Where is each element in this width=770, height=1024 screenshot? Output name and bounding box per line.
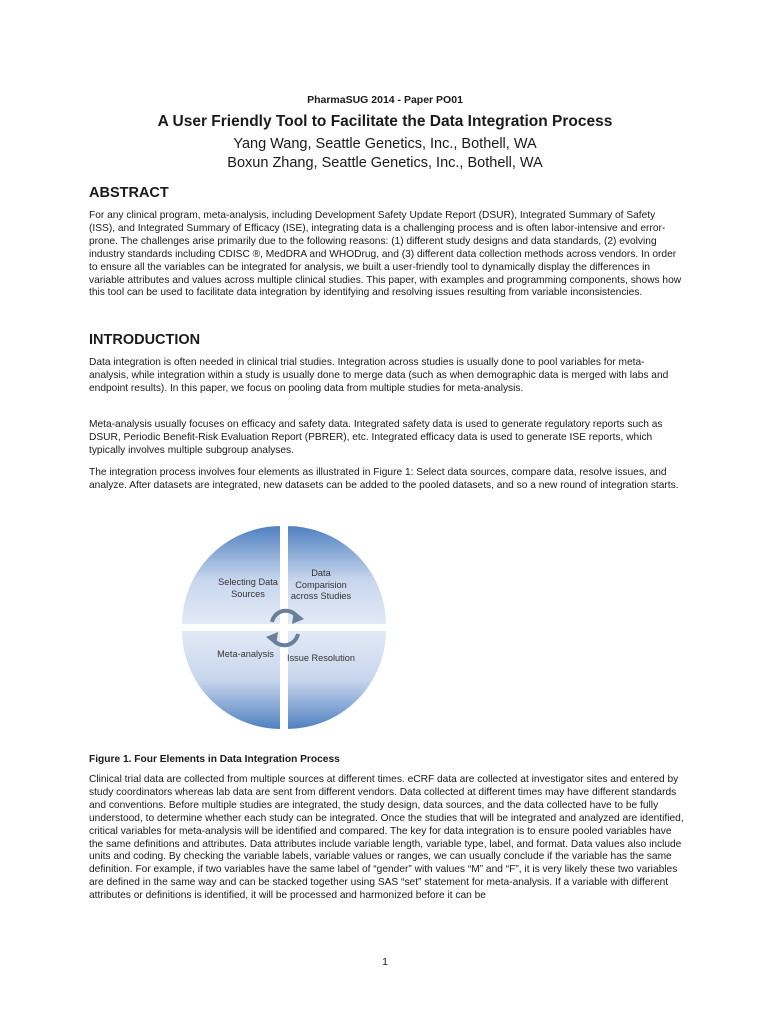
label-selecting-data-sources: Selecting Data Sources [218, 577, 278, 599]
intro-paragraph: Data integration is often needed in clinical trial studies. Integration across studies is usually done to pool variables for meta-analysis, while integration within a study is usually done to merge data (such as when demographic data is merged with labs and endpoint results). In this paper, we focus on pooling data from multiple studies for meta-analysis. [89, 357, 669, 394]
abstract-heading: ABSTRACT [89, 185, 169, 201]
quadrant-selecting [181, 525, 281, 625]
cycle-diagram [178, 522, 390, 732]
introduction-heading: INTRODUCTION [89, 332, 201, 348]
integration-cycle-figure [178, 522, 390, 732]
intro-paragraph: Meta-analysis usually focuses on efficacy and safety data. Integrated safety data is used to generate regulatory reports such as DSUR, Periodic Benefit-Risk Evaluation Report (PBRER), etc. Integrated efficacy data is used to generate ISE reports, which typically involves multiple subgroup analyses. [89, 419, 663, 456]
paper-title: A User Friendly Tool to Facilitate the Data Integration Process [157, 113, 613, 130]
quadrant-issue-resolution [287, 630, 387, 730]
author-line: Boxun Zhang, Seattle Genetics, Inc., Bothell, WA [227, 155, 543, 171]
label-meta-analysis: Meta-analysis [217, 649, 274, 659]
quadrant-meta-analysis [181, 630, 281, 730]
intro-paragraph: The integration process involves four elements as illustrated in Figure 1: Select data sources, compare data, resolve issues, and analyze. After datasets are integrated, new datasets can be added to the pooled datasets, and so a new round of integration starts. [89, 467, 679, 491]
body-paragraph: Clinical trial data are collected from multiple sources at different times. eCRF data are collected at investigator sites and entered by study coordinators whereas lab data are sent from different vendors. Data collected at different times may have different standards and conventions. Before multiple studies are integrated, the study design, data sources, and the data collected have to be fully understood, to determine whether each study can be integrated. Once the studies that will be integrated and analyzed are identified, critical variables for meta-analysis will be identified and compared. The key for data integration is to ensure pooled variables have the same definitions and attributes. Data attributes include variable length, variable type, label, and format. Data values also include units and coding. By checking the variable labels, variable values or ranges, we can usually conclude if the variable has the same definition. For example, if two variables have the same label of “gender” with values “M” and “F”, it is very likely these two variables are defined in the same way and can be stacked together using SAS “set” statement for meta-analysis. If a variable with different attributes or definitions is identified, it will be processed and harmonized before it can be [89, 774, 684, 902]
paper-header: PharmaSUG 2014 - Paper PO01 [307, 94, 463, 106]
page-number: 1 [382, 956, 388, 968]
author-line: Yang Wang, Seattle Genetics, Inc., Bothell, WA [233, 136, 537, 152]
label-data-comparison: Data Comparision across Studies [290, 568, 352, 601]
figure-caption: Figure 1. Four Elements in Data Integration Process [89, 754, 340, 765]
abstract-text: For any clinical program, meta-analysis, including Development Safety Update Report (DSUR), Integrated Summary of Safety (ISS), and Integrated Summary of Efficacy (ISE), integrating data is a challenging process and is often labor-intensive and error-prone. The challenges arise primarily due to the following reasons: (1) different study designs and data standards, (2) evolving industry standards including CDISC ®, MedDRA and WHODrug, and (3) different data collection methods across vendors. In order to ensure all the variables can be integrated for analysis, we built a user-friendly tool to dynamically display the differences in variable attributes and values across multiple clinical studies. This paper, with examples and programming components, shows how this tool can be used to facilitate data integration by identifying and resolving issues resulting from variable inconsistencies. [89, 210, 682, 299]
label-issue-resolution: Issue Resolution [287, 653, 355, 663]
